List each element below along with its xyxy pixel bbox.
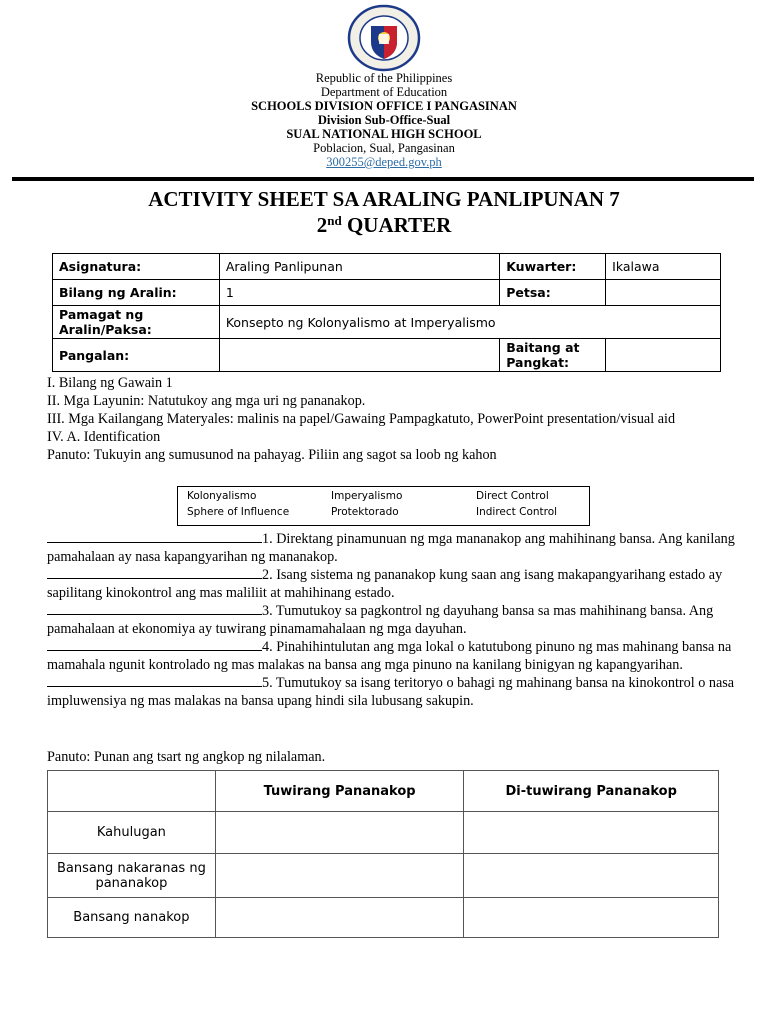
- choice-indirect-control: Indirect Control: [476, 506, 558, 518]
- title-quarter-word: QUARTER: [346, 213, 452, 237]
- choice-protektorado: Protektorado: [331, 506, 399, 518]
- chart-row-kahulugan: Kahulugan: [48, 812, 216, 854]
- title-line2: [0, 212, 768, 238]
- school-header: [0, 71, 768, 169]
- header-school-name: SUAL NATIONAL HIGH SCHOOL: [286, 127, 482, 141]
- pamagat-value: Konsepto ng Kolonyalismo at Imperyalismo: [219, 306, 720, 339]
- header-address: Poblacion, Sual, Pangasinan: [313, 141, 455, 155]
- asignatura-value: Araling Panlipunan: [219, 254, 499, 280]
- header-sub-office: Division Sub-Office-Sual: [317, 113, 451, 127]
- header-republic: Republic of the Philippines: [315, 71, 453, 85]
- panuto-chart: Panuto: Punan ang tsart ng angkop ng nilalaman.: [47, 749, 326, 765]
- panuto-identification: Panuto: Tukuyin ang sumusunod na pahayag. Piliin ang sagot sa loob ng kahon: [47, 447, 497, 463]
- header-divider: [12, 177, 754, 181]
- chart-header-tuwiran: Tuwirang Pananakop: [215, 771, 464, 812]
- answer-blank-5[interactable]: [47, 674, 262, 687]
- chart-cell-input[interactable]: [215, 898, 464, 938]
- petsa-label: Petsa:: [500, 280, 606, 306]
- pananakop-chart-table: [47, 770, 719, 938]
- answer-blank-1[interactable]: [47, 530, 262, 543]
- chart-cell-input[interactable]: [464, 812, 719, 854]
- petsa-field[interactable]: [606, 280, 721, 306]
- answer-choices-box: [177, 486, 590, 526]
- chart-header-di-tuwiran: Di-tuwirang Pananakop: [464, 771, 719, 812]
- item-text-3: 3. Tumutukoy sa pagkontrol ng dayuhang bansa sa mas mahihinang bansa. Ang pamahalaan at ekonomiya ay tuwirang pinamamahalaan ng mga dayuhan.: [47, 603, 714, 637]
- list-item: [47, 674, 737, 710]
- identification-items: [47, 530, 737, 710]
- choice-direct-control: Direct Control: [476, 490, 549, 502]
- lesson-info-table: [52, 253, 721, 372]
- page-title: [0, 186, 768, 238]
- baitang-label: Baitang at Pangkat:: [500, 339, 606, 372]
- materyales: III. Mga Kailangang Materyales: malinis na papel/Gawaing Pampagkatuto, PowerPoint presentation/visual aid: [47, 411, 676, 427]
- title-line1: ACTIVITY SHEET SA ARALING PANLIPUNAN 7: [148, 187, 620, 211]
- list-item: [47, 566, 737, 602]
- chart-cell-input[interactable]: [464, 854, 719, 898]
- answer-blank-4[interactable]: [47, 638, 262, 651]
- pamagat-label: Pamagat ng Aralin/Paksa:: [53, 306, 220, 339]
- header-division-office: SCHOOLS DIVISION OFFICE I PANGASINAN: [251, 99, 517, 113]
- chart-cell-input[interactable]: [215, 854, 464, 898]
- chart-row-nanakop: Bansang nanakop: [48, 898, 216, 938]
- pangalan-label: Pangalan:: [53, 339, 220, 372]
- pangalan-field[interactable]: [219, 339, 499, 372]
- chart-corner-cell: [48, 771, 216, 812]
- choice-kolonyalismo: Kolonyalismo: [187, 490, 257, 502]
- kuwarter-value: Ikalawa: [606, 254, 721, 280]
- chart-row-nakaranas: Bansang nakaranas ng pananakop: [48, 854, 216, 898]
- choice-imperyalismo: Imperyalismo: [331, 490, 403, 502]
- chart-cell-input[interactable]: [464, 898, 719, 938]
- chart-cell-input[interactable]: [215, 812, 464, 854]
- header-department: Department of Education: [320, 85, 448, 99]
- item-text-2: 2. Isang sistema ng pananakop kung saan ang isang makapangyarihang estado ay sapilitang kinokontrol ang mas maliliit at mahihinang estado.: [47, 567, 723, 601]
- baitang-field[interactable]: [606, 339, 721, 372]
- item-text-4: 4. Pinahihintulutan ang mga lokal o katutubong pinuno ng mas mahinang bansa na mamahala ngunit kontrolado ng mas malakas na bansa ang mga pinuno na kanilang binigyan ng kapangyarihan.: [47, 639, 732, 673]
- gawain-number: I. Bilang ng Gawain 1: [47, 375, 173, 391]
- choice-sphere-of-influence: Sphere of Influence: [187, 506, 290, 518]
- asignatura-label: Asignatura:: [53, 254, 220, 280]
- list-item: [47, 530, 737, 566]
- item-text-5: 5. Tumutukoy sa isang teritoryo o bahagi ng mahinang bansa na kinokontrol o nasa impluwensiya ng mas malakas na bansa upang hindi sila lubusang sakupin.: [47, 675, 735, 709]
- layunin: II. Mga Layunin: Natutukoy ang mga uri ng pananakop.: [47, 393, 366, 409]
- item-text-1: 1. Direktang pinamunuan ng mga mananakop ang mahihinang bansa. Ang kanilang pamahalaan ay nasa kapangyarihan ng mananakop.: [47, 531, 735, 565]
- answer-blank-2[interactable]: [47, 566, 262, 579]
- list-item: [47, 638, 737, 674]
- bilang-label: Bilang ng Aralin:: [53, 280, 220, 306]
- title-quarter-number: 2: [316, 213, 328, 237]
- section-identification: IV. A. Identification: [47, 429, 161, 445]
- title-quarter-suffix: nd: [327, 212, 342, 228]
- answer-blank-3[interactable]: [47, 602, 262, 615]
- kuwarter-label: Kuwarter:: [500, 254, 606, 280]
- bilang-value: 1: [219, 280, 499, 306]
- deped-seal-logo: [346, 4, 422, 72]
- list-item: [47, 602, 737, 638]
- header-email-link[interactable]: 300255@deped.gov.ph: [326, 155, 442, 169]
- activity-details: [47, 374, 727, 464]
